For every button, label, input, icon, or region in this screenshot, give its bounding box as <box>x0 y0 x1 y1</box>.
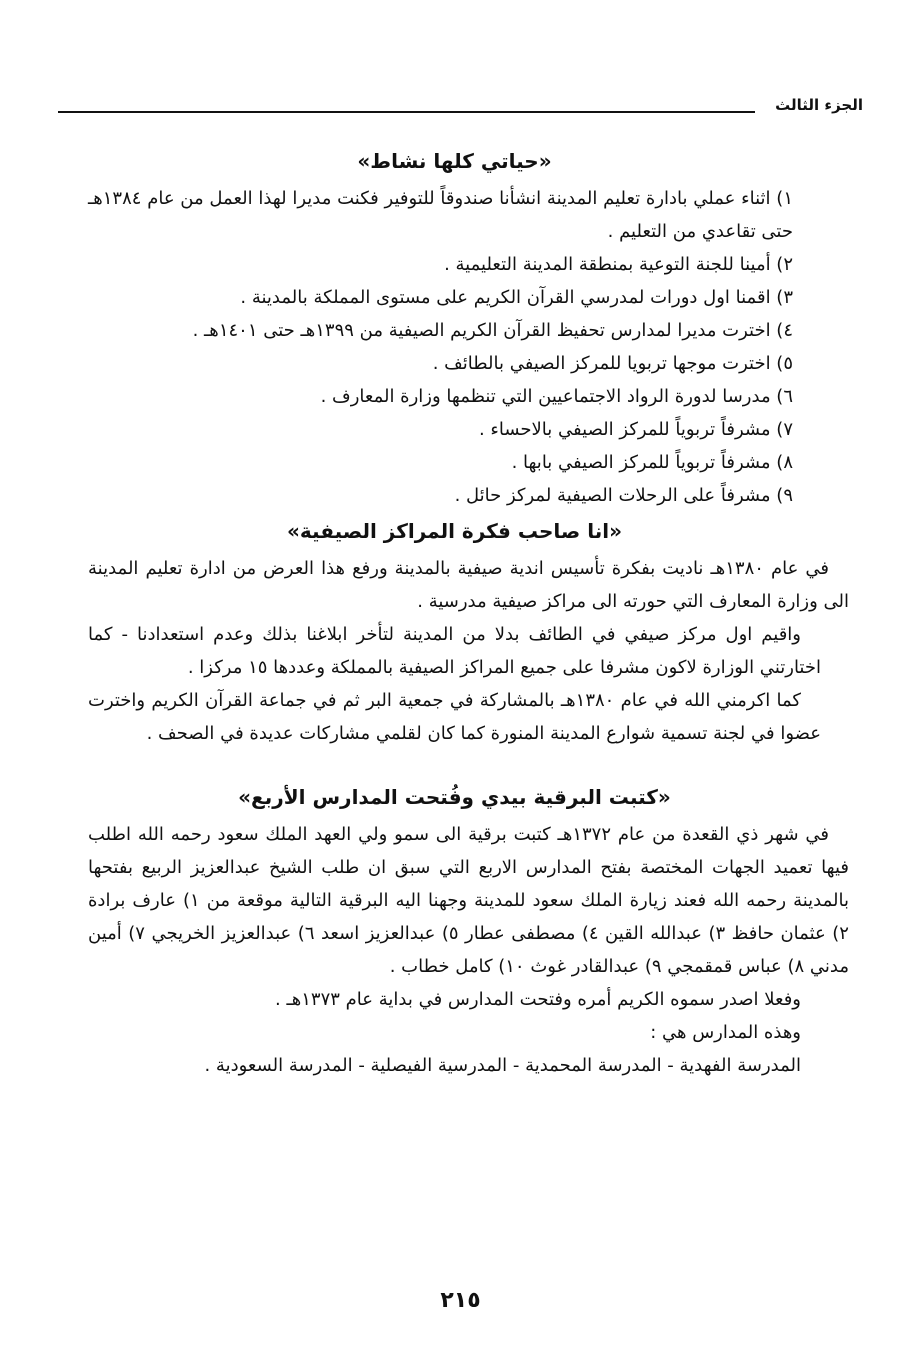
header-label: الجزء الثالث <box>775 96 863 114</box>
list-item: ٤) اخترت مديرا لمدارس تحفيظ القرآن الكريم الصيفية من ١٣٩٩هـ حتى ١٤٠١هـ . <box>192 320 793 341</box>
section-title: «حياتي كلها نشاط» <box>357 149 552 173</box>
section-title: «كتبت البرقية بيدي وفُتحت المدارس الأربع» <box>238 785 671 809</box>
activity-list <box>88 182 795 512</box>
list-item: ٨) مشرفاً تربوياً للمركز الصيفي بابها . <box>511 452 793 473</box>
section-title: «انا صاحب فكرة المراكز الصيفية» <box>286 519 623 543</box>
page-number: ٢١٥ <box>440 1288 481 1313</box>
list-item: ٧) مشرفاً تربوياً للمركز الصيفي بالاحساء . <box>478 419 793 440</box>
running-header <box>58 96 863 120</box>
list-item: ٢) أمينا للجنة التوعية بمنطقة المدينة التعليمية . <box>444 254 793 275</box>
section-gap <box>88 750 821 778</box>
paragraph: في عام ١٣٨٠هـ ناديت بفكرة تأسيس اندية صيفية بالمدينة ورفع هذا العرض من ادارة تعليم المدينة الى وزارة المعارف التي حورته الى مراكز صيفية مدرسية . <box>88 558 849 612</box>
list-item: ٩) مشرفاً على الرحلات الصيفية لمركز حائل . <box>454 485 793 506</box>
list-item: ٥) اخترت موجها تربويا للمركز الصيفي بالطائف . <box>432 353 793 374</box>
paragraph: وفعلا اصدر سموه الكريم أمره وفتحت المدارس في بداية عام ١٣٧٣هـ . <box>275 989 801 1010</box>
list-item: ٦) مدرسا لدورة الرواد الاجتماعيين التي تنظمها وزارة المعارف . <box>320 386 793 407</box>
page-content <box>88 142 849 1082</box>
paragraph: واقيم اول مركز صيفي في الطائف بدلا من المدينة لتأخر ابلاغنا بذلك وعدم استعدادنا - كما اختارتني الوزارة لاكون مشرفا على جميع المراكز الصيفية بالمملكة وعددها ١٥ مركزا . <box>88 624 821 678</box>
paragraph: كما اكرمني الله في عام ١٣٨٠هـ بالمشاركة في جمعية البر ثم في جماعة القرآن الكريم واخترت عضوا في لجنة تسمية شوارع المدينة المنورة كما كان لقلمي مشاركات عديدة في الصحف . <box>88 690 821 744</box>
paragraph: في شهر ذي القعدة من عام ١٣٧٢هـ كتبت برقية الى سمو ولي العهد الملك سعود رحمه الله اطلب فيها تعميد الجهات المختصة بفتح المدارس الاربع التي سبق ان طلب الشيخ عبدالعزيز الربيع بفتحها بالمدينة رحمه الله فعند زيارة الملك سعود للمدينة وجهنا اليه البرقية التالية موقعة من ١) عارف برادة ٢) عثمان حافظ ٣) عبدالله القين ٤) مصطفى عطار ٥) عبدالعزيز اسعد ٦) عبدالعزيز الخريجي ٧) أمين مدني ٨) عباس قمقمجي ٩) عبدالقادر غوث ١٠) كامل خطاب . <box>88 824 849 977</box>
paragraph: وهذه المدارس هي : <box>650 1022 801 1043</box>
header-rule <box>58 111 755 113</box>
paragraph: المدرسة الفهدية - المدرسة المحمدية - المدرسية الفيصلية - المدرسة السعودية . <box>204 1055 801 1076</box>
list-item: ١) اثناء عملي بادارة تعليم المدينة انشأنا صندوقاً للتوفير فكنت مديرا لهذا العمل من عام ١٣٨٤هـ حتى تقاعدي من التعليم . <box>88 188 793 242</box>
list-item: ٣) اقمنا اول دورات لمدرسي القرآن الكريم على مستوى المملكة بالمدينة . <box>240 287 793 308</box>
